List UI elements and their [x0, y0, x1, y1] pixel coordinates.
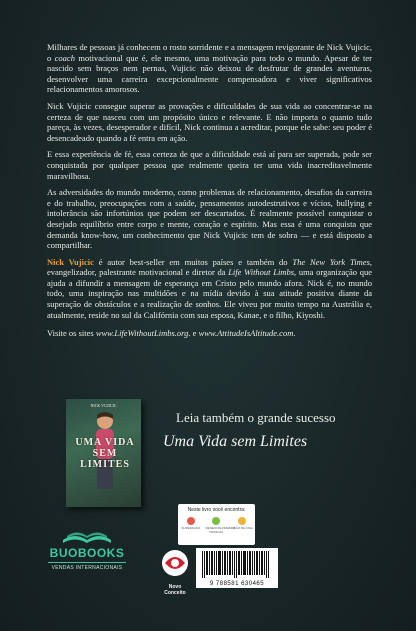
author-bio: Nick Vujicic é autor best-seller em muitos países e também do The New York Times, evangelizador, palestrante motivacional e diretor da Life Without Limbs, uma organização que ajuda a difundir a mensagem de esperança em Cristo pelo mundo afora. Nick é, no mundo todo, uma inspiração nas multidões e na mídia devido à sua atitude positiva diante da superação de obstáculos e a realização de sonhos. Ele viveu por muito tempo na Austrália e, atualmente, reside no sul da Califórnia com sua esposa, Kanae, e o filho, Kiyoshi.: [47, 256, 373, 320]
cover-title: UMA VIDA SEM LIMITES: [75, 437, 135, 470]
publisher-name: Novo Conceito: [164, 584, 186, 596]
books-icon: [59, 528, 115, 544]
distributor-name: BUOBOOKS: [49, 546, 125, 560]
highlight-item: LIÇÃO DE VIDA: [231, 517, 253, 534]
author-name: Nick Vujicic: [47, 256, 94, 267]
paragraph-experience: E essa experiência de fé, essa certeza de que a dificuldade está aí para ser superada, pode ser conquistada por qualquer pessoa que realmente queira ter uma vida inacreditavelmente maravilhosa.: [47, 149, 372, 181]
distributor-subtitle: VENDAS INTERNACIONAIS: [48, 562, 126, 571]
cover-author: NICK VUJICIC: [90, 403, 117, 408]
barcode-icon: [196, 548, 278, 580]
content-highlights-box: [178, 504, 255, 545]
book-cover-image: [66, 399, 141, 507]
paragraph-intro: Milhares de pessoas já conhecem o rosto sorridente e a mensagem revigorante de Nick Vujicic, o coach motivacional que é, ele mesmo, uma motivação para todo o mundo. Apesar de ter nascido sem braços nem pernas, Vujicic não deixou de desfrutar de grandes aventuras, desenvolver uma carreira excepcionalmente compensadora e viver significativos relacionamentos amorosos.: [47, 42, 373, 95]
isbn-barcode: [196, 548, 278, 588]
highlight-icon: [212, 517, 220, 525]
highlight-icon: [238, 517, 246, 525]
site-link-1: www.LifeWithoutLimbs.org: [95, 328, 189, 339]
also-read-label: Leia também o grande sucesso: [176, 410, 336, 425]
publisher-mark-icon: [160, 548, 190, 578]
paragraph-adversities: As adversidades do mundo moderno, como problemas de relacionamento, desafios da carreira e do trabalho, preocupações com a saúde, pensamentos autodestrutivos e vícios, bullying e intolerância são infortúnios que podem ser descartados. É realmente possível conquistar o desejado equilíbrio entre corpo e mente, coração e espírito. Mas essa é uma conquista que demanda know-how, um conhecimento que Nick Vujicic tem de sobra — e está disposto a compartilhar.: [47, 187, 372, 251]
highlights-title: Neste livro você encontra:: [187, 507, 246, 513]
isbn-digits: 9 788581 630465: [209, 581, 265, 587]
buobooks-logo: [48, 528, 126, 578]
publisher-logo: [158, 548, 192, 596]
paragraph-faith: Nick Vujicic consegue superar as provações e dificuldades de sua vida ao concentrar-se na certeza de que nasceu com um propósito único e relevante. E não importa o quanto tudo pareça, às vezes, desesperador e difícil, Nick continua a acreditar, porque ele sabe: seu poder é desencadeado quando a fé entra em ação.: [47, 100, 372, 143]
back-cover-text: [47, 42, 372, 345]
highlight-icon: [187, 517, 195, 525]
also-read-title: Uma Vida sem Limites: [163, 433, 308, 450]
highlight-item: SUPERAÇÃO: [180, 517, 202, 534]
site-link-2: www.AttitudeIsAltitude.com: [198, 328, 294, 339]
highlight-item: DESENVOLVIMENTO PESSOAL: [205, 517, 227, 534]
visit-sites: Visite os sites www.LifeWithoutLimbs.org. e www.AttitudeIsAltitude.com.: [47, 328, 296, 339]
